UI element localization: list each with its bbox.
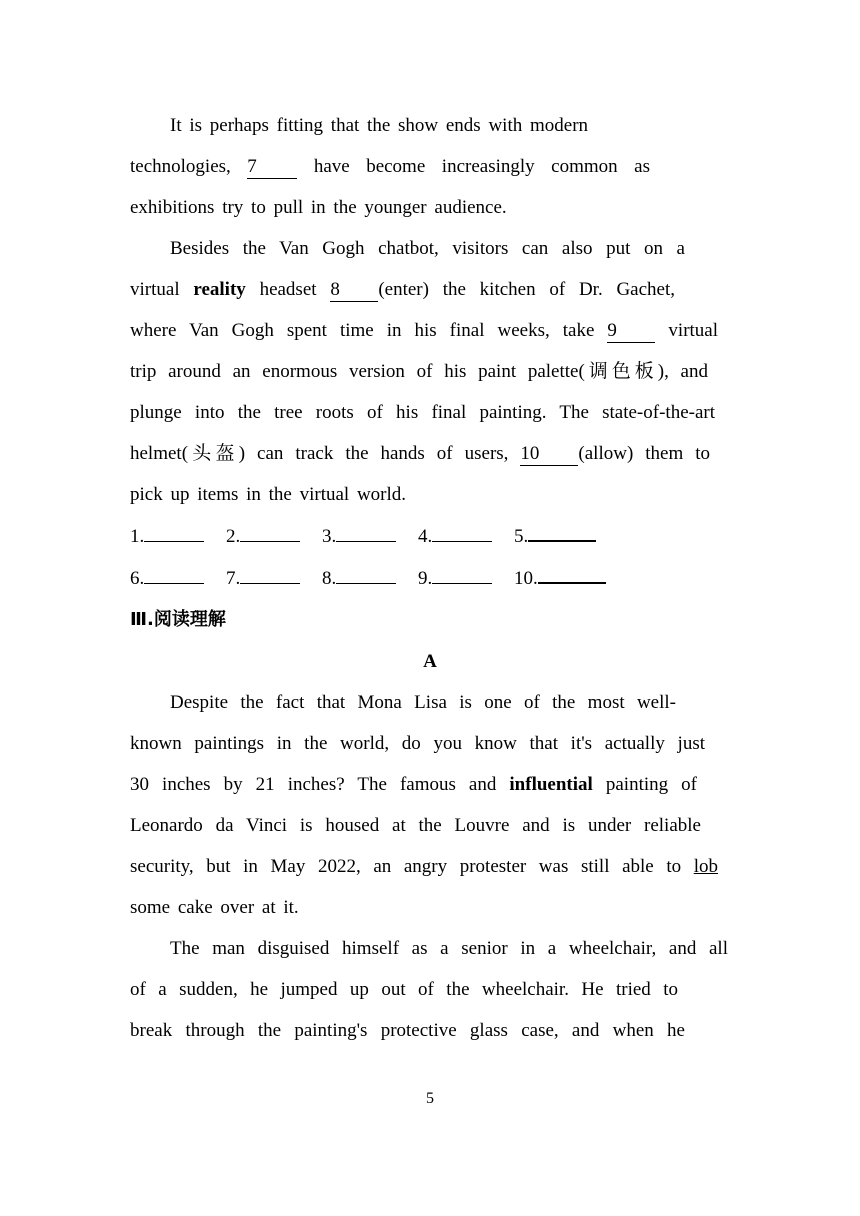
blank-9[interactable]: 9 — [607, 321, 655, 343]
underlined-word-lob: lob — [693, 856, 718, 877]
paragraph2-line1: Besides the Van Gogh chatbot, visitors can also put on a — [170, 238, 685, 259]
answer-7[interactable]: 7. — [226, 558, 300, 599]
passage-label: A — [423, 651, 437, 672]
answer-2[interactable]: 2. — [226, 516, 300, 557]
bold-word-reality: reality — [193, 279, 246, 300]
passageA-p1-line2: known paintings in the world, do you know that it's actually just — [130, 733, 705, 754]
blank-7[interactable]: 7 — [247, 157, 297, 179]
paragraph2-line6: helmet(头盔) can track the hands of users, 10 (allow) them to — [130, 443, 710, 464]
answer-6[interactable]: 6. — [130, 558, 204, 599]
paragraph2-line7: pick up items in the virtual world. — [130, 484, 407, 505]
passageA-p2-line2: of a sudden, he jumped up out of the wheelchair. He tried to — [130, 979, 678, 1000]
blank-10[interactable]: 10 — [520, 444, 578, 466]
answer-8[interactable]: 8. — [322, 558, 396, 599]
paragraph1-line1: It is perhaps fitting that the show ends with modern — [170, 115, 589, 136]
paragraph2-line4: trip around an enormous version of his paint palette(调色板), and — [130, 361, 708, 382]
paragraph1-line3: exhibitions try to pull in the younger audience. — [130, 197, 507, 218]
paragraph2-line5: plunge into the tree roots of his final painting. The state-of-the-art — [130, 402, 715, 423]
passageA-p2-line3: break through the painting's protective glass case, and when he — [130, 1020, 685, 1041]
blank-8[interactable]: 8 — [330, 280, 378, 302]
answer-1[interactable]: 1. — [130, 516, 204, 557]
passageA-p1-line3: 30 inches by 21 inches? The famous and influential painting of — [130, 774, 697, 795]
paragraph2-line3: where Van Gogh spent time in his final weeks, take 9 virtual — [130, 320, 719, 341]
passageA-p1-line4: Leonardo da Vinci is housed at the Louvre and is under reliable — [130, 815, 701, 836]
answer-9[interactable]: 9. — [418, 558, 492, 599]
passageA-p1-line1: Despite the fact that Mona Lisa is one of the most well- — [170, 692, 676, 713]
answer-5[interactable]: 5. — [514, 516, 596, 557]
answer-10[interactable]: 10. — [514, 558, 606, 599]
answer-3[interactable]: 3. — [322, 516, 396, 557]
page-number: 5 — [426, 1090, 434, 1107]
section-title: Ⅲ.阅读理解 — [130, 609, 226, 630]
paragraph1-line2: technologies, 7 have become increasingly common as — [130, 156, 650, 177]
passageA-p1-line6: some cake over at it. — [130, 897, 299, 918]
passageA-p2-line1: The man disguised himself as a senior in a wheelchair, and all — [170, 938, 728, 959]
paragraph2-line2: virtual reality headset 8 (enter) the kitchen of Dr. Gachet, — [130, 279, 676, 300]
passageA-p1-line5: security, but in May 2022, an angry protester was still able to lob — [130, 856, 718, 877]
bold-word-influential: influential — [509, 774, 593, 795]
answer-4[interactable]: 4. — [418, 516, 492, 557]
